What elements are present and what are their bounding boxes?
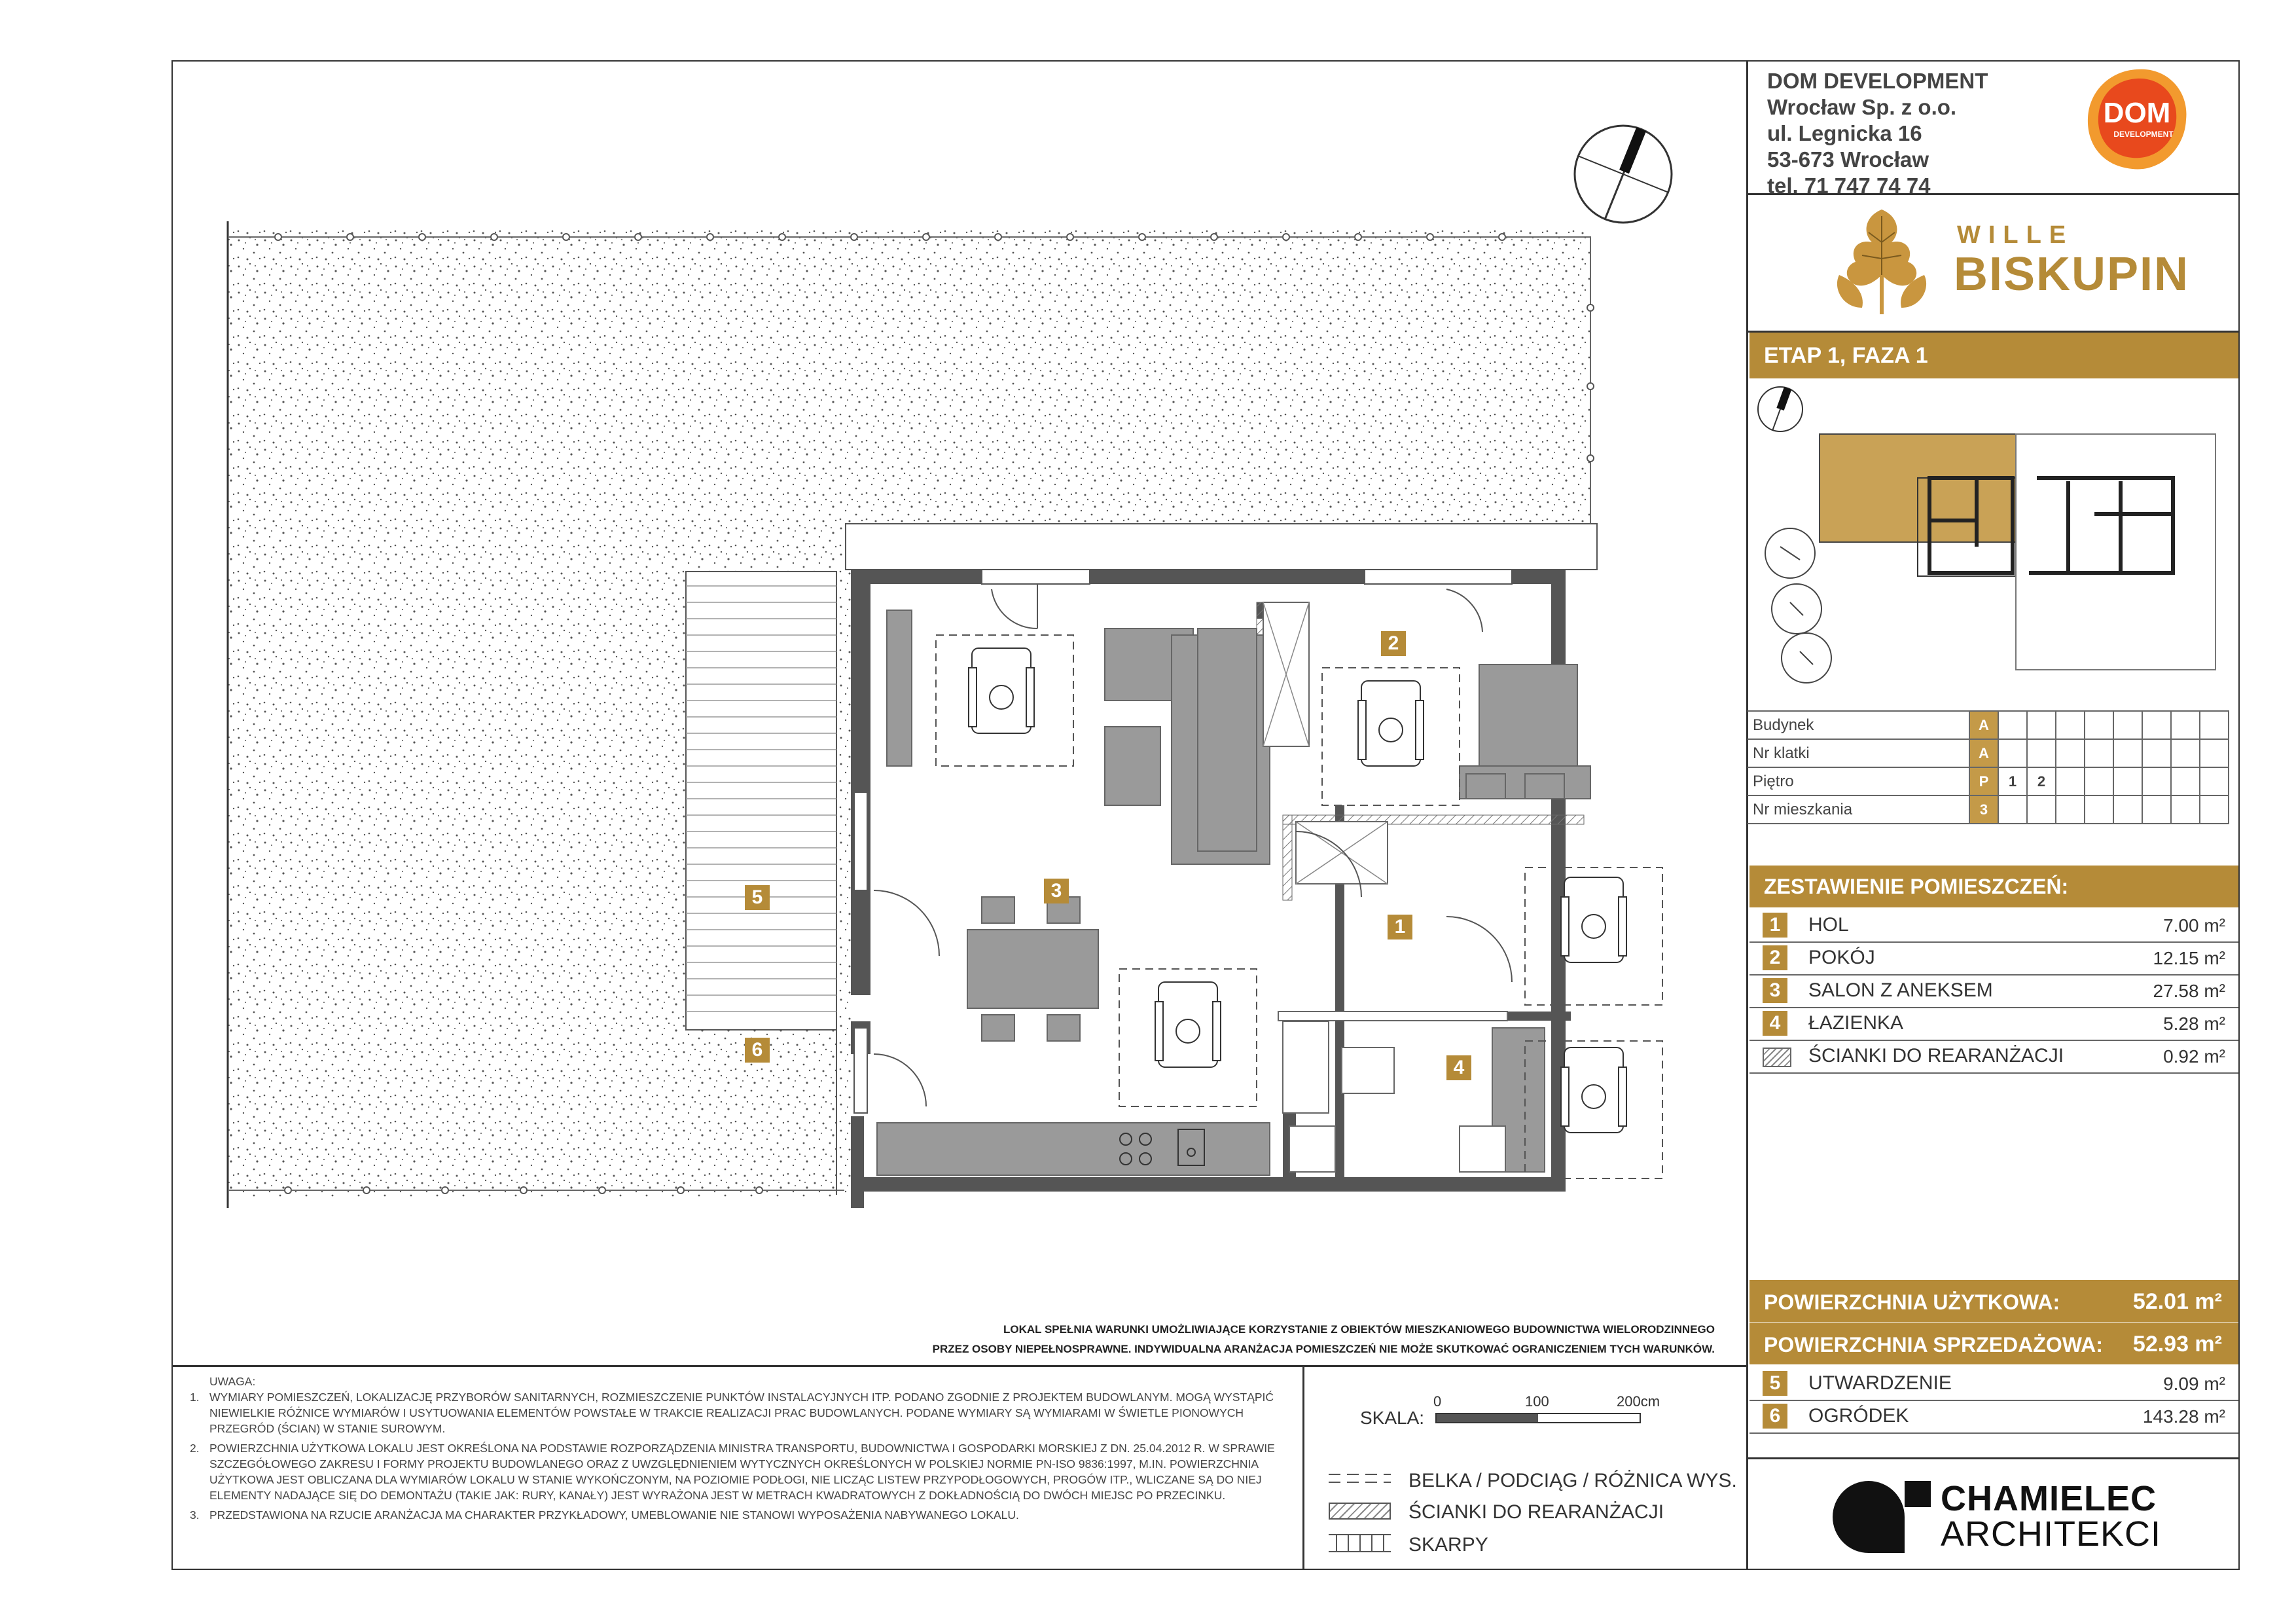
room-row-walls bbox=[1749, 1040, 2238, 1074]
room-area: 12.15 m² bbox=[2153, 948, 2225, 968]
info-cell: A bbox=[1969, 711, 1998, 739]
legend-slopes: SKARPY bbox=[1408, 1534, 1488, 1556]
plan-label-4: 4 bbox=[1446, 1055, 1471, 1080]
info-cell bbox=[2113, 767, 2142, 795]
plan-label-5: 5 bbox=[745, 885, 770, 910]
room-row-salon bbox=[1749, 974, 2238, 1008]
company-branch: Wrocław Sp. z o.o. bbox=[1767, 95, 1957, 119]
room-number: 4 bbox=[1763, 1011, 1787, 1036]
usable-area-value: 52.01 m² bbox=[2132, 1289, 2222, 1314]
extra-name: OGRÓDEK bbox=[1808, 1405, 1909, 1427]
room-name: POKÓJ bbox=[1808, 947, 1875, 968]
room-number: 1 bbox=[1763, 913, 1787, 938]
architect-line2: ARCHITEKCI bbox=[1941, 1514, 2162, 1554]
info-cell: 1 bbox=[1998, 767, 2027, 795]
info-cell: 3 bbox=[1969, 795, 1998, 824]
note-2 bbox=[190, 1440, 1296, 1503]
rooms-title: ZESTAWIENIE POMIESZCZEŃ: bbox=[1749, 866, 2238, 907]
note-text: POWIERZCHNIA UŻYTKOWA LOKALU JEST OKREŚLONA NA PODSTAWIE ROZPORZĄDZENIA MINISTRA TRANSPORTU, BUDOWNICTWA I GOSPODARKI MORSKIEJ Z DN. 25.04.2012 R. W SPRAWIE SZCZEGÓŁOWEGO ZAKRESU I FORMY PROJEKTU BUDOWLANEGO ORAZ Z UWZGLĘDNIENIEM WYTYCZNYCH OKREŚLONYCH W POLSKIEJ NORMIE PN-ISO 9836:1997, M.IN. POWIERZCHNIA UŻYTKOWA JEST OBLICZANA DLA WYMIARÓW LOKALU W STANIE WYKOŃCZONYM, NA POZIOMIE PODŁOGI, NIE LICZĄC LISTEW PRZYPODŁOGOWYCH, PROGÓW ITP., WLICZANE SĄ DO NIEJ ELEMENTY NADAJĄCE SIĘ DO DEMONTAŻU (TAKIE JAK: RURY, KANAŁY) JEST WYRAŻONA JEST W METRACH KWADRATOWYCH Z DOKŁADNOŚCIĄ DO DWÓCH MIEJSC PO PRZECINKU. bbox=[209, 1442, 1275, 1502]
room-row-pokoj bbox=[1749, 941, 2238, 976]
info-cell bbox=[2113, 795, 2142, 824]
note-number: 3. bbox=[190, 1508, 200, 1522]
info-cell bbox=[2113, 711, 2142, 739]
notes-heading: UWAGA: bbox=[209, 1375, 256, 1388]
info-cell: P bbox=[1969, 767, 1998, 795]
sale-area-bar bbox=[1749, 1322, 2238, 1364]
info-cell bbox=[2056, 739, 2085, 767]
scale-tick-200: 200cm bbox=[1617, 1393, 1660, 1410]
info-cell bbox=[2027, 739, 2056, 767]
sale-area-label: POWIERZCHNIA SPRZEDAŻOWA: bbox=[1764, 1333, 2103, 1357]
scale-tick-0: 0 bbox=[1433, 1393, 1442, 1410]
info-cell bbox=[2200, 739, 2229, 767]
scale-tick-100: 100 bbox=[1525, 1393, 1549, 1410]
info-cell bbox=[2027, 795, 2056, 824]
info-cell bbox=[2056, 795, 2085, 824]
info-label: Budynek bbox=[1748, 711, 1969, 739]
notes-block bbox=[190, 1374, 1296, 1523]
oak-leaf-logo bbox=[1826, 203, 1937, 321]
info-cell bbox=[2142, 711, 2171, 739]
room-number: 3 bbox=[1763, 978, 1787, 1003]
company-city: 53-673 Wrocław bbox=[1767, 147, 1929, 172]
slope-legend-icon bbox=[1329, 1533, 1391, 1553]
chamielec-logo-mark bbox=[1833, 1481, 1931, 1553]
sale-area-value: 52.93 m² bbox=[2132, 1332, 2222, 1357]
plan-label-6: 6 bbox=[745, 1038, 770, 1063]
room-number: 2 bbox=[1763, 945, 1787, 970]
note-text: PRZEDSTAWIONA NA RZUCIE ARANŻACJA MA CHARAKTER PRZYKŁADOWY, UMEBLOWANIE NIE STANOWI WYPOSAŻENIA NABYWANEGO LOKALU. bbox=[209, 1508, 1019, 1522]
architect-line1: CHAMIELEC bbox=[1941, 1479, 2157, 1518]
plan-label-3: 3 bbox=[1044, 879, 1069, 903]
info-cell bbox=[2171, 767, 2200, 795]
logo-development-text: DEVELOPMENT bbox=[2113, 130, 2174, 139]
extra-row-ogrodek bbox=[1749, 1400, 2238, 1434]
room-name: HOL bbox=[1808, 914, 1849, 936]
info-cell bbox=[2142, 767, 2171, 795]
room-name: ŁAZIENKA bbox=[1808, 1012, 1904, 1034]
info-row-staircase bbox=[1748, 739, 2229, 767]
key-plan bbox=[1754, 383, 2238, 697]
chamielec-architekci-text bbox=[1941, 1481, 2161, 1552]
room-row-lazienka bbox=[1749, 1007, 2238, 1041]
info-cell bbox=[2027, 711, 2056, 739]
extra-row-utwardzenie bbox=[1749, 1367, 2238, 1401]
info-cell bbox=[1998, 711, 2027, 739]
info-label: Nr klatki bbox=[1748, 739, 1969, 767]
info-cell bbox=[2171, 711, 2200, 739]
info-cell bbox=[2056, 767, 2085, 795]
brand-biskupin: BISKUPIN bbox=[1954, 248, 2190, 301]
room-area: 27.58 m² bbox=[2153, 981, 2225, 1001]
notes-divider bbox=[171, 1365, 1748, 1367]
note-1 bbox=[190, 1389, 1296, 1436]
info-row-floor bbox=[1748, 767, 2229, 795]
info-cell bbox=[2142, 739, 2171, 767]
company-address bbox=[1767, 68, 1988, 199]
scale-label: SKALA: bbox=[1360, 1408, 1425, 1428]
note-number: 1. bbox=[190, 1391, 200, 1404]
architect-divider bbox=[1746, 1457, 2240, 1459]
info-cell bbox=[2142, 795, 2171, 824]
accessibility-warning bbox=[910, 1320, 1715, 1359]
note-number: 2. bbox=[190, 1442, 200, 1455]
extra-name: UTWARDZENIE bbox=[1808, 1372, 1952, 1394]
walls-area: 0.92 m² bbox=[2163, 1046, 2225, 1067]
extra-area: 9.09 m² bbox=[2163, 1374, 2225, 1394]
logo-dom-text: DOM bbox=[2103, 97, 2171, 129]
plan-label-1: 1 bbox=[1388, 915, 1412, 939]
info-cell bbox=[2085, 739, 2113, 767]
company-street: ul. Legnicka 16 bbox=[1767, 121, 1922, 145]
company-phone: tel. 71 747 74 74 bbox=[1767, 173, 1931, 198]
info-cell bbox=[2113, 739, 2142, 767]
extra-area: 143.28 m² bbox=[2142, 1406, 2225, 1427]
info-cell bbox=[1998, 795, 2027, 824]
extra-number: 6 bbox=[1763, 1404, 1787, 1429]
plan-label-2: 2 bbox=[1381, 631, 1406, 656]
info-cell bbox=[2200, 795, 2229, 824]
info-cell bbox=[2171, 795, 2200, 824]
info-cell bbox=[2085, 767, 2113, 795]
extra-number: 5 bbox=[1763, 1371, 1787, 1396]
info-cell bbox=[2200, 711, 2229, 739]
legend-beam: BELKA / PODCIĄG / RÓŻNICA WYS. bbox=[1408, 1470, 1737, 1491]
walls-name: ŚCIANKI DO REARANŻACJI bbox=[1808, 1045, 2064, 1067]
usable-area-label: POWIERZCHNIA UŻYTKOWA: bbox=[1764, 1290, 2060, 1314]
info-cell bbox=[2056, 711, 2085, 739]
unit-info-table bbox=[1748, 710, 2229, 824]
room-name: SALON Z ANEKSEM bbox=[1808, 979, 1993, 1001]
company-name: DOM DEVELOPMENT bbox=[1767, 69, 1988, 93]
info-cell bbox=[2085, 711, 2113, 739]
floor-plan bbox=[209, 210, 1715, 1231]
info-row-building bbox=[1748, 711, 2229, 739]
hatch-legend-icon bbox=[1329, 1503, 1391, 1520]
info-label: Nr mieszkania bbox=[1748, 795, 1969, 824]
brand-wille: WILLE bbox=[1957, 221, 2074, 249]
room-row-hol bbox=[1749, 909, 2238, 943]
info-cell bbox=[2085, 795, 2113, 824]
room-area: 5.28 m² bbox=[2163, 1013, 2225, 1034]
stage-bar: ETAP 1, FAZA 1 bbox=[1749, 333, 2238, 378]
info-row-apartment bbox=[1748, 795, 2229, 824]
note-3 bbox=[190, 1507, 1296, 1523]
warning-line2: PRZEZ OSOBY NIEPEŁNOSPRAWNE. INDYWIDUALNA ARANŻACJA POMIESZCZEŃ NIE MOŻE SKUTKOWAĆ OGRANICZENIEM TYCH WARUNKÓW. bbox=[932, 1343, 1715, 1355]
scale-bar bbox=[1435, 1413, 1641, 1423]
info-cell bbox=[1998, 739, 2027, 767]
usable-area-bar bbox=[1749, 1280, 2238, 1322]
room-area: 7.00 m² bbox=[2163, 915, 2225, 936]
legend-walls: ŚCIANKI DO REARANŻACJI bbox=[1408, 1501, 1664, 1523]
info-cell: A bbox=[1969, 739, 1998, 767]
dom-development-logo bbox=[2081, 64, 2193, 175]
warning-line1: LOKAL SPEŁNIA WARUNKI UMOŻLIWIAJĄCE KORZYSTANIE Z OBIEKTÓW MIESZKANIOWEGO BUDOWNICTWA WIELORODZINNEGO bbox=[1003, 1323, 1715, 1336]
info-label: Piętro bbox=[1748, 767, 1969, 795]
info-cell bbox=[2200, 767, 2229, 795]
beam-legend-icon bbox=[1329, 1472, 1391, 1485]
hatch-swatch bbox=[1763, 1048, 1791, 1067]
note-text: WYMIARY POMIESZCZEŃ, LOKALIZACJĘ PRZYBORÓW SANITARNYCH, ROZMIESZCZENIE PUNKTÓW INSTALACYJNYCH ITP. PODANO ZGODNIE Z PROJEKTEM BUDOWLANYM. MOGĄ WYSTĄPIĆ NIEWIELKIE RÓŻNICE WYMIARÓW I USYTUOWANIA ELEMENTÓW POWSTAŁE W TRAKCIE REALIZACJI PRAC BUDOWLANYCH. PODANE WYMIARY SĄ WYMIARAMI W ŚWIETLE PIONOWYCH PRZEGRÓD (ŚCIAN) W STANIE SUROWYM. bbox=[209, 1391, 1274, 1435]
info-cell: 2 bbox=[2027, 767, 2056, 795]
legend-divider bbox=[1302, 1365, 1304, 1570]
info-cell bbox=[2171, 739, 2200, 767]
